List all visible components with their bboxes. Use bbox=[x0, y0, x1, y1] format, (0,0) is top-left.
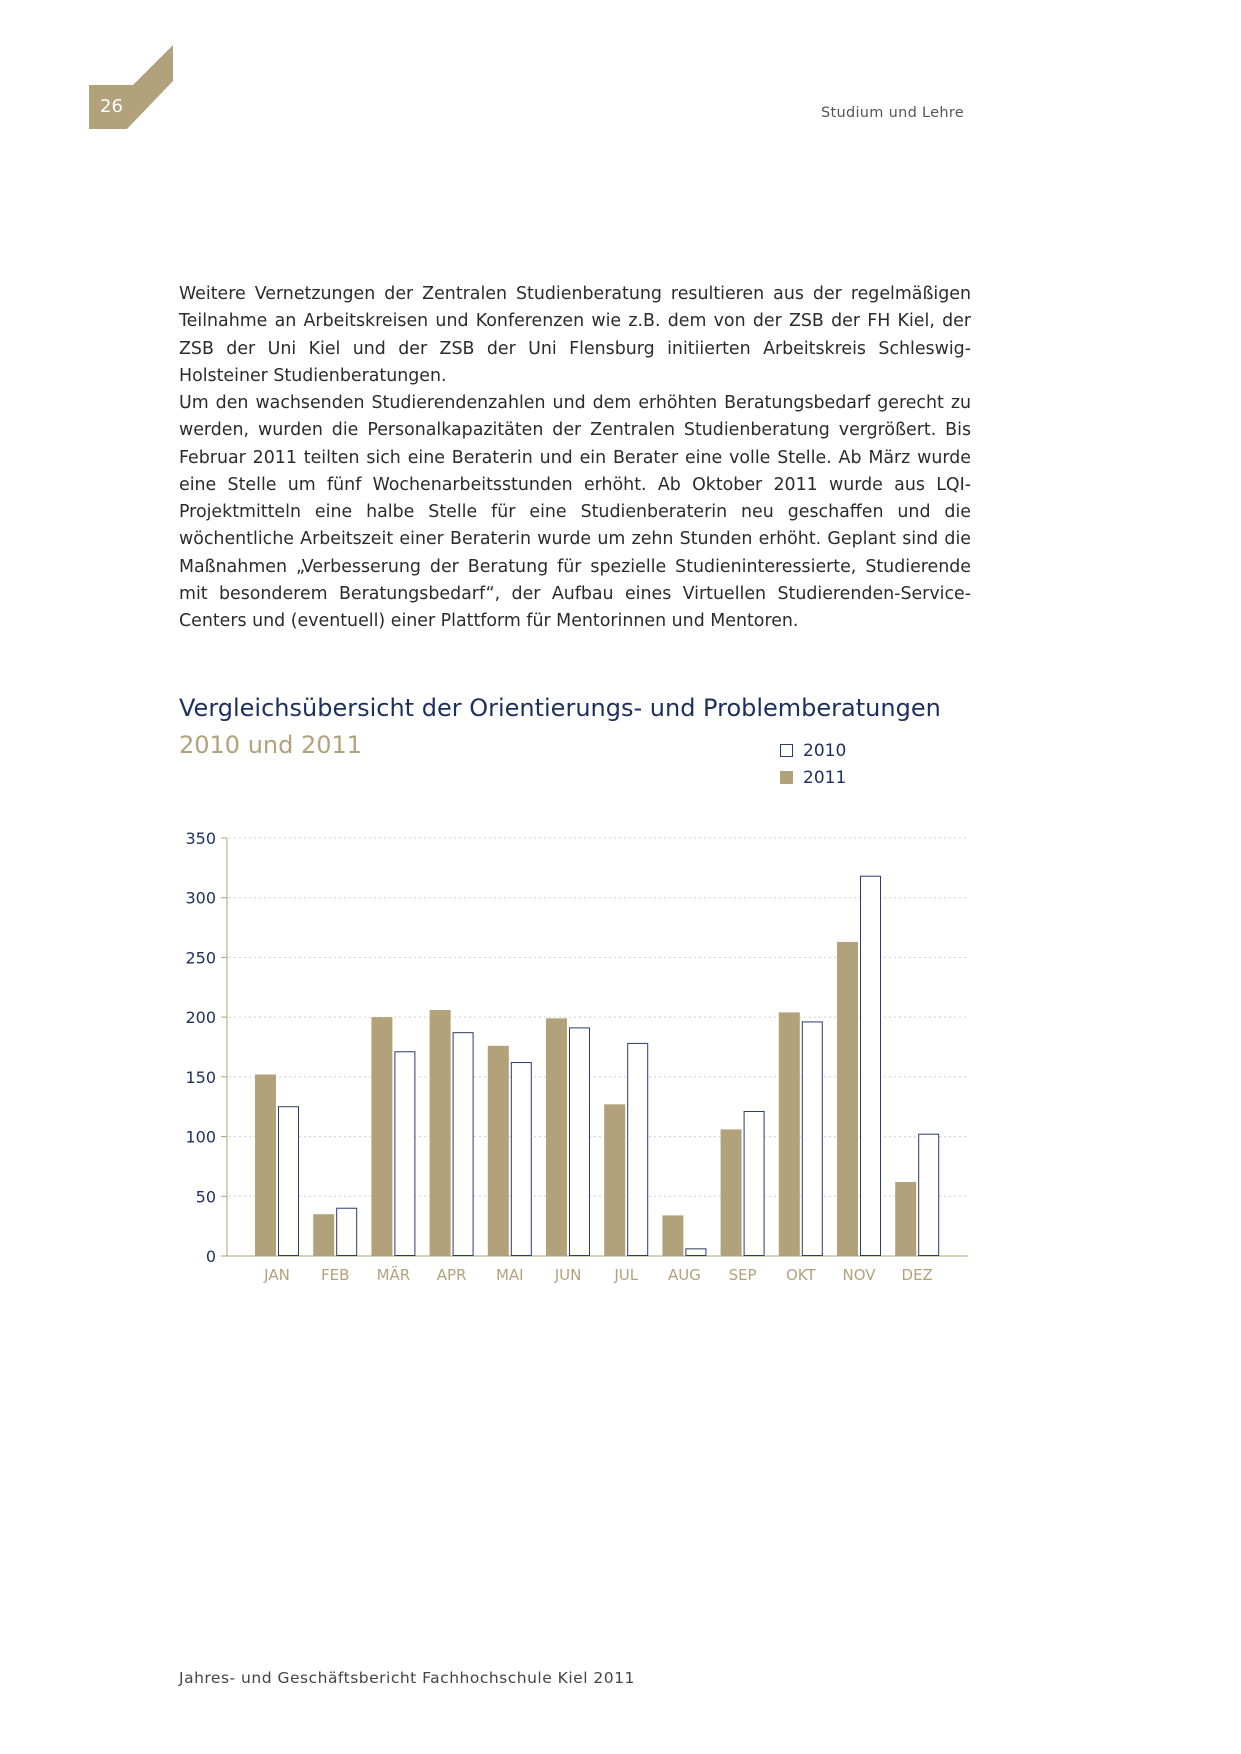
chart-title: Vergleichsübersicht der Orientierungs- und Problemberatungen bbox=[179, 694, 941, 722]
bar-2010-dez bbox=[919, 1134, 939, 1255]
x-tick-label: FEB bbox=[320, 1266, 350, 1284]
x-tick-label: SEP bbox=[728, 1266, 757, 1284]
body-paragraph-2: Um den wachsenden Studierendenzahlen und dem erhöhten Beratungsbedarf gerecht zu werden, wurden die Personalkapazitäten der Zentralen Studienberatung vergrößert. Bis Februar 2011 teilten sich eine Beraterin und ein Berater eine volle Stelle. Ab März wurde eine Stelle um fünf Wochenarbeitsstunden erhöht. Ab Oktober 2011 wurde aus LQI-Projektmitteln eine halbe Stelle für eine Studienberaterin neu geschaffen und die wöchentliche Arbeitszeit einer Beraterin wurde um zehn Stunden erhöht. Geplant sind die Maßnahmen „Verbesserung der Beratung für spezielle Studieninteressierte, Studierende mit besonderem Beratungsbedarf“, der Aufbau eines Virtuellen Studierenden-Service-Centers und (eventuell) einer Plattform für Mentorinnen und Mentoren. bbox=[179, 393, 971, 632]
running-head: Studium und Lehre bbox=[820, 105, 964, 121]
bar-2011-sep bbox=[721, 1129, 742, 1256]
bar-2011-jul bbox=[604, 1104, 625, 1256]
y-tick-label: 200 bbox=[185, 1008, 216, 1028]
x-tick-label: APR bbox=[436, 1266, 467, 1284]
bar-2011-aug bbox=[662, 1215, 683, 1256]
y-tick-label: 0 bbox=[205, 1247, 216, 1266]
y-tick-label: 50 bbox=[195, 1187, 216, 1207]
bar-2010-aug bbox=[686, 1249, 706, 1256]
y-tick-label: 300 bbox=[185, 888, 216, 908]
x-tick-label: AUG bbox=[667, 1266, 701, 1284]
x-tick-label: NOV bbox=[842, 1266, 876, 1284]
bar-2010-mai bbox=[511, 1063, 531, 1256]
bar-2011-mär bbox=[371, 1017, 392, 1256]
x-tick-label: MÄR bbox=[376, 1266, 411, 1284]
legend-label-2010: 2010 bbox=[803, 740, 847, 761]
page-number: 26 bbox=[100, 96, 123, 117]
bar-2011-nov bbox=[837, 942, 858, 1256]
body-paragraph-1: Weitere Vernetzungen der Zentralen Studienberatung resultieren aus der regelmäßigen Teilnahme an Arbeitskreisen und Konferenzen wie z.B. dem von der ZSB der FH Kiel, der ZSB der Uni Kiel und der ZSB der Uni Flensburg initiierten Arbeitskreis Schleswig-Holsteiner Studienberatungen. bbox=[179, 284, 971, 386]
y-tick-label: 350 bbox=[185, 829, 216, 848]
bar-2011-apr bbox=[430, 1010, 451, 1256]
x-tick-label: JAN bbox=[264, 1266, 290, 1284]
bar-2011-mai bbox=[488, 1046, 509, 1256]
x-tick-label: JUN bbox=[554, 1266, 582, 1284]
bar-2010-mär bbox=[395, 1052, 415, 1256]
bar-2011-feb bbox=[313, 1214, 334, 1256]
legend-label-2011: 2011 bbox=[803, 767, 847, 788]
bar-2010-jun bbox=[570, 1028, 590, 1256]
x-tick-label: DEZ bbox=[901, 1266, 933, 1284]
bar-2011-jun bbox=[546, 1018, 567, 1256]
bar-2010-jul bbox=[628, 1043, 648, 1255]
bar-2010-feb bbox=[337, 1208, 357, 1255]
x-tick-label: OKT bbox=[785, 1266, 816, 1284]
x-tick-label: MAI bbox=[495, 1266, 524, 1284]
bar-2010-nov bbox=[861, 876, 881, 1255]
bar-2010-jan bbox=[279, 1107, 299, 1256]
bar-2010-okt bbox=[802, 1022, 822, 1256]
footer-text: Jahres- und Geschäftsbericht Fachhochschule Kiel 2011 bbox=[179, 1669, 635, 1687]
bar-2010-sep bbox=[744, 1111, 764, 1255]
x-tick-label: JUL bbox=[614, 1266, 639, 1284]
chart-subtitle: 2010 und 2011 bbox=[179, 731, 363, 759]
y-tick-label: 150 bbox=[185, 1067, 216, 1087]
y-tick-label: 100 bbox=[185, 1127, 216, 1147]
y-tick-label: 250 bbox=[185, 948, 216, 968]
bar-2011-dez bbox=[895, 1182, 916, 1256]
bar-2011-okt bbox=[779, 1012, 800, 1256]
bar-2010-apr bbox=[453, 1033, 473, 1256]
bar-2011-jan bbox=[255, 1074, 276, 1256]
